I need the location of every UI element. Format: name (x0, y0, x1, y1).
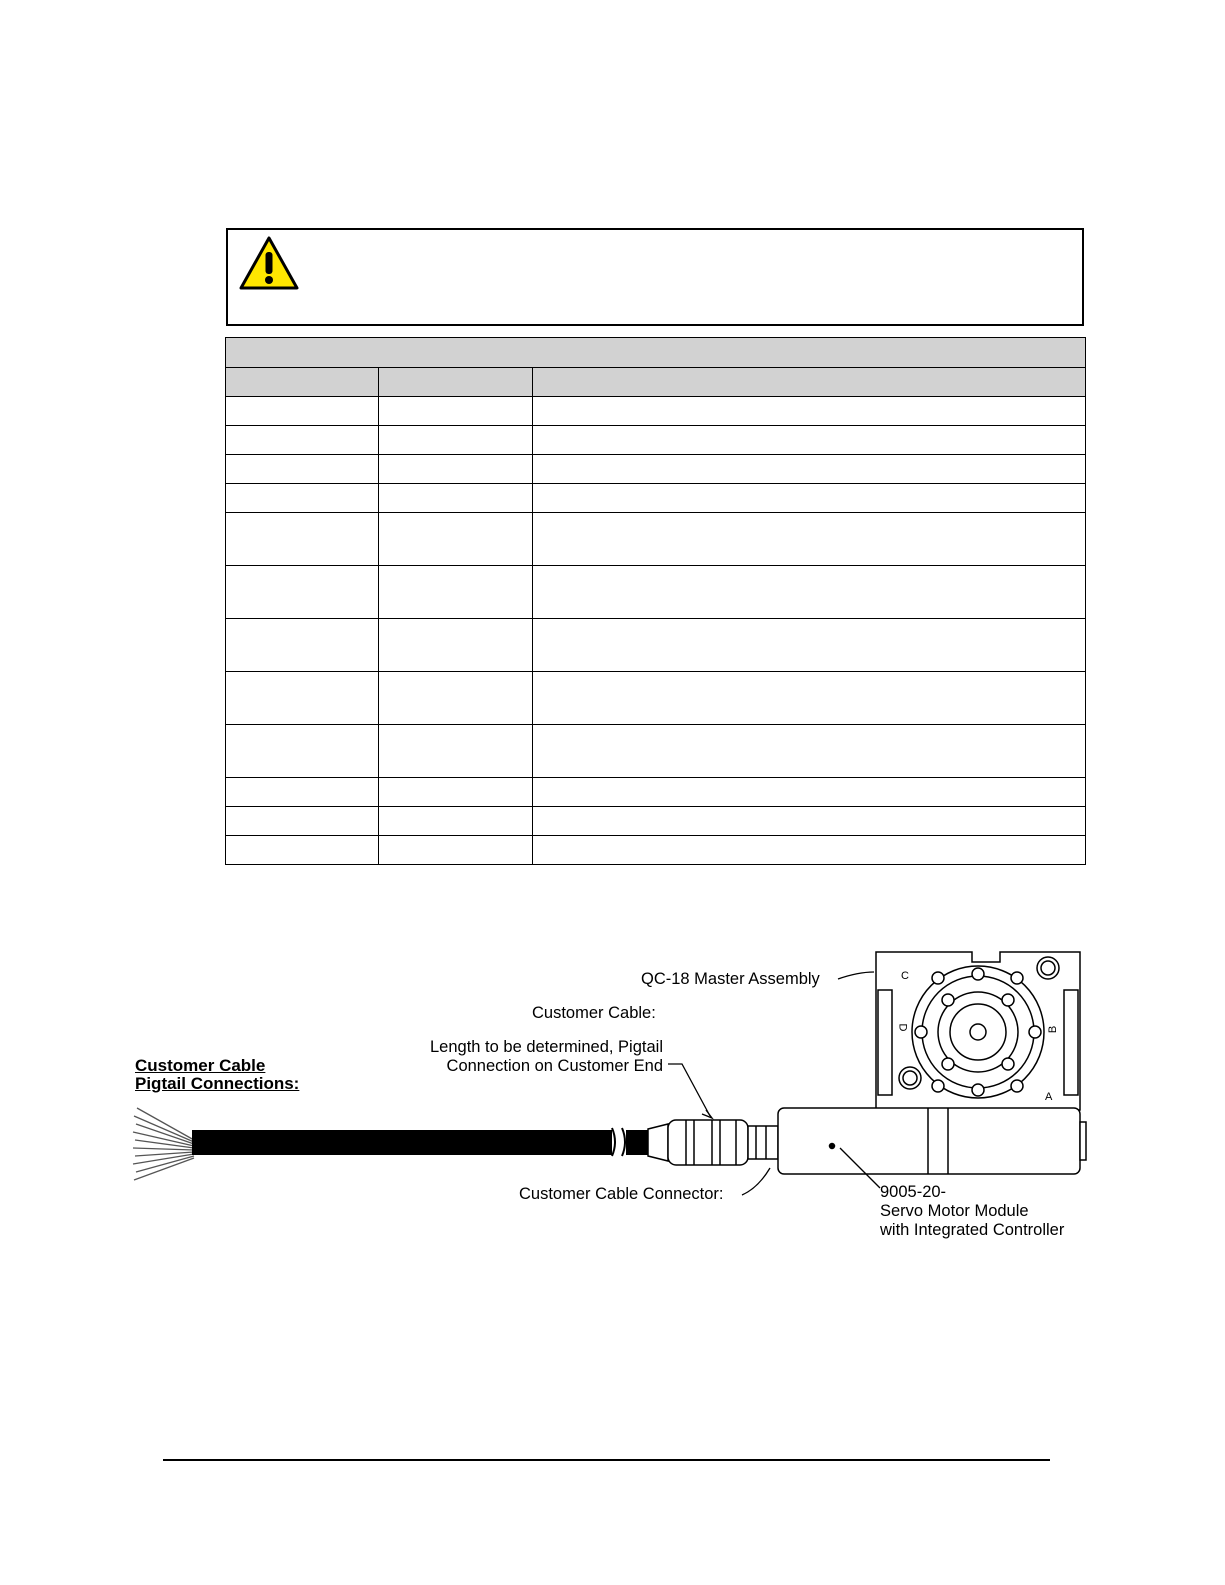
table-title-row (226, 338, 1086, 368)
table-row (226, 426, 1086, 455)
table-row (226, 807, 1086, 836)
footer-rule (163, 1459, 1050, 1461)
table-row (226, 836, 1086, 865)
table-row (226, 455, 1086, 484)
table-row (226, 725, 1086, 778)
table-row (226, 484, 1086, 513)
master-assembly-label: QC-18 Master Assembly (641, 970, 820, 988)
table-cell (226, 397, 379, 426)
plate-letter-left: D (896, 1023, 909, 1032)
table-header-cell (379, 368, 533, 397)
cable-connector (648, 1120, 778, 1165)
table-cell (226, 455, 379, 484)
table-row (226, 566, 1086, 619)
table-header-row (226, 368, 1086, 397)
table-cell (379, 426, 533, 455)
table-cell (226, 513, 379, 566)
table-cell (379, 513, 533, 566)
table-cell (533, 566, 1086, 619)
warning-triangle-icon (238, 235, 300, 291)
table-cell (533, 778, 1086, 807)
table-cell (379, 672, 533, 725)
customer-cable-label: Customer Cable: (532, 1004, 656, 1022)
cable-connector-label: Customer Cable Connector: (519, 1185, 724, 1203)
table-row (226, 513, 1086, 566)
table-cell (226, 807, 379, 836)
table-cell (226, 619, 379, 672)
table-cell (533, 426, 1086, 455)
pin-assignment-table (225, 337, 1086, 865)
table-cell (379, 566, 533, 619)
table-row (226, 672, 1086, 725)
pigtail-connections-title: Customer Cable Pigtail Connections: (135, 1056, 300, 1093)
servo-motor-module (778, 1108, 1086, 1174)
table-cell (533, 836, 1086, 865)
table-row (226, 619, 1086, 672)
table-cell (533, 619, 1086, 672)
table-cell (379, 397, 533, 426)
table-cell (226, 725, 379, 778)
table-header-cell (226, 368, 379, 397)
table-cell (379, 455, 533, 484)
table-cell (533, 397, 1086, 426)
table-cell (533, 807, 1086, 836)
table-cell (533, 455, 1086, 484)
table-cell (379, 836, 533, 865)
table-cell (533, 513, 1086, 566)
plate-letter-bottom: A (1045, 1091, 1053, 1103)
table-title (226, 338, 1086, 368)
table-cell (533, 672, 1086, 725)
table-cell (226, 836, 379, 865)
table-cell (226, 426, 379, 455)
table-row (226, 397, 1086, 426)
warning-box (226, 228, 1084, 326)
cable-body (192, 1130, 612, 1155)
table-cell (226, 566, 379, 619)
table-cell (226, 778, 379, 807)
cable-length-note: Length to be determined, Pigtail Connection on Customer End (430, 1038, 663, 1075)
servo-module-label: 9005-20- Servo Motor Module with Integrated Controller (880, 1183, 1065, 1239)
cable-connection-figure (0, 900, 1225, 1260)
table-cell (533, 725, 1086, 778)
table-cell (379, 484, 533, 513)
plate-letter-right: B (1047, 1025, 1060, 1034)
table-cell (226, 672, 379, 725)
table-cell (379, 725, 533, 778)
table-header-cell (533, 368, 1086, 397)
table-cell (379, 778, 533, 807)
table-cell (226, 484, 379, 513)
plate-letter-top: C (901, 970, 909, 982)
pigtail-wires (133, 1108, 194, 1180)
table-cell (533, 484, 1086, 513)
table-cell (379, 807, 533, 836)
table-cell (379, 619, 533, 672)
table-row (226, 778, 1086, 807)
